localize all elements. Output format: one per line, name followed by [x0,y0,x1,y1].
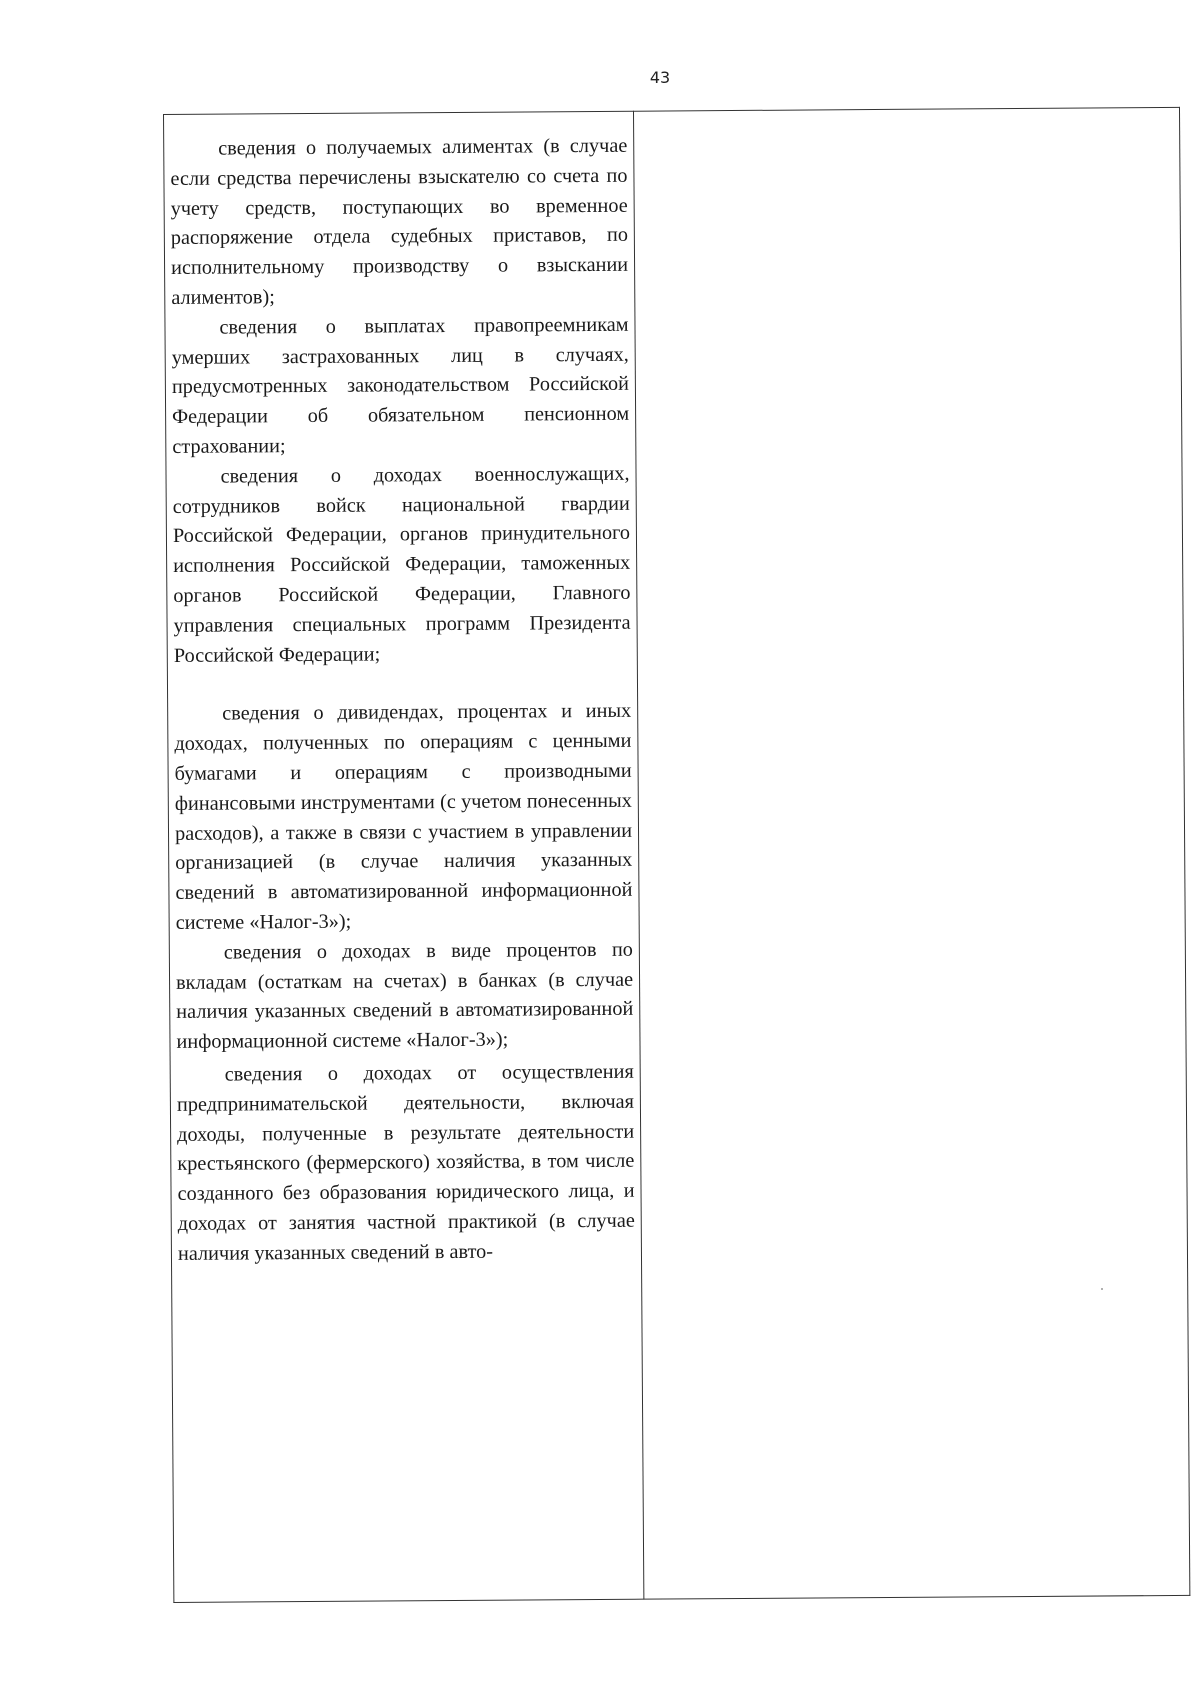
scan-speck [1101,1288,1103,1290]
table-grid [163,107,1190,1603]
page-number: 43 [649,68,671,87]
document-table [163,107,1190,1603]
left-column-cell [164,111,644,1602]
paragraph-successors: сведения о выплатах правопреемникам умерших застрахованных лиц в случаях, предусмотренных законодательством Российской Федерации об обязательном пенсионном страховании; [171,313,630,458]
paragraph-dividends: сведения о дивидендах, процентах и иных доходах, полученных по операциям с ценными бумагами и операциям с производными финансовыми инструментами (с учетом понесенных расходов), а также в связи с участием в управлении организацией (в случае наличия указанных сведений в автоматизированной информационной системе «Налог-3»); [174,700,633,934]
right-column-cell [634,107,1190,1599]
table-row [164,107,1190,1602]
paragraph-business-income: сведения о доходах от осуществления предпринимательской деятельности, включая доходы, полученные в результате деятельности крестьянского (фермерского) хозяйства, в том числе созданного без образования юридического лица, и доходах от занятия частной практикой (в случае наличия указанных сведений в авто- [176,1060,635,1265]
paragraph-military-income: сведения о доходах военнослужащих, сотрудников войск национальной гвардии Российской Федерации, органов принудительного исполнения Российской Федерации, таможенных органов Российской Федерации, Главного управления специальных программ Президента Российской Федерации; [172,462,631,667]
paragraph-alimony: сведения о получаемых алиментах (в случае если средства перечислены взыскателю со счета по учету средств, поступающих во временное распоряжение отдела судебных приставов, по исполнительному производству о взыскании алиментов); [170,134,629,309]
paragraph-deposit-interest: сведения о доходах в виде процентов по вкладам (остаткам на счетах) в банках (в случае наличия указанных сведений в автоматизированной информационной системе «Налог-3»); [175,938,634,1054]
